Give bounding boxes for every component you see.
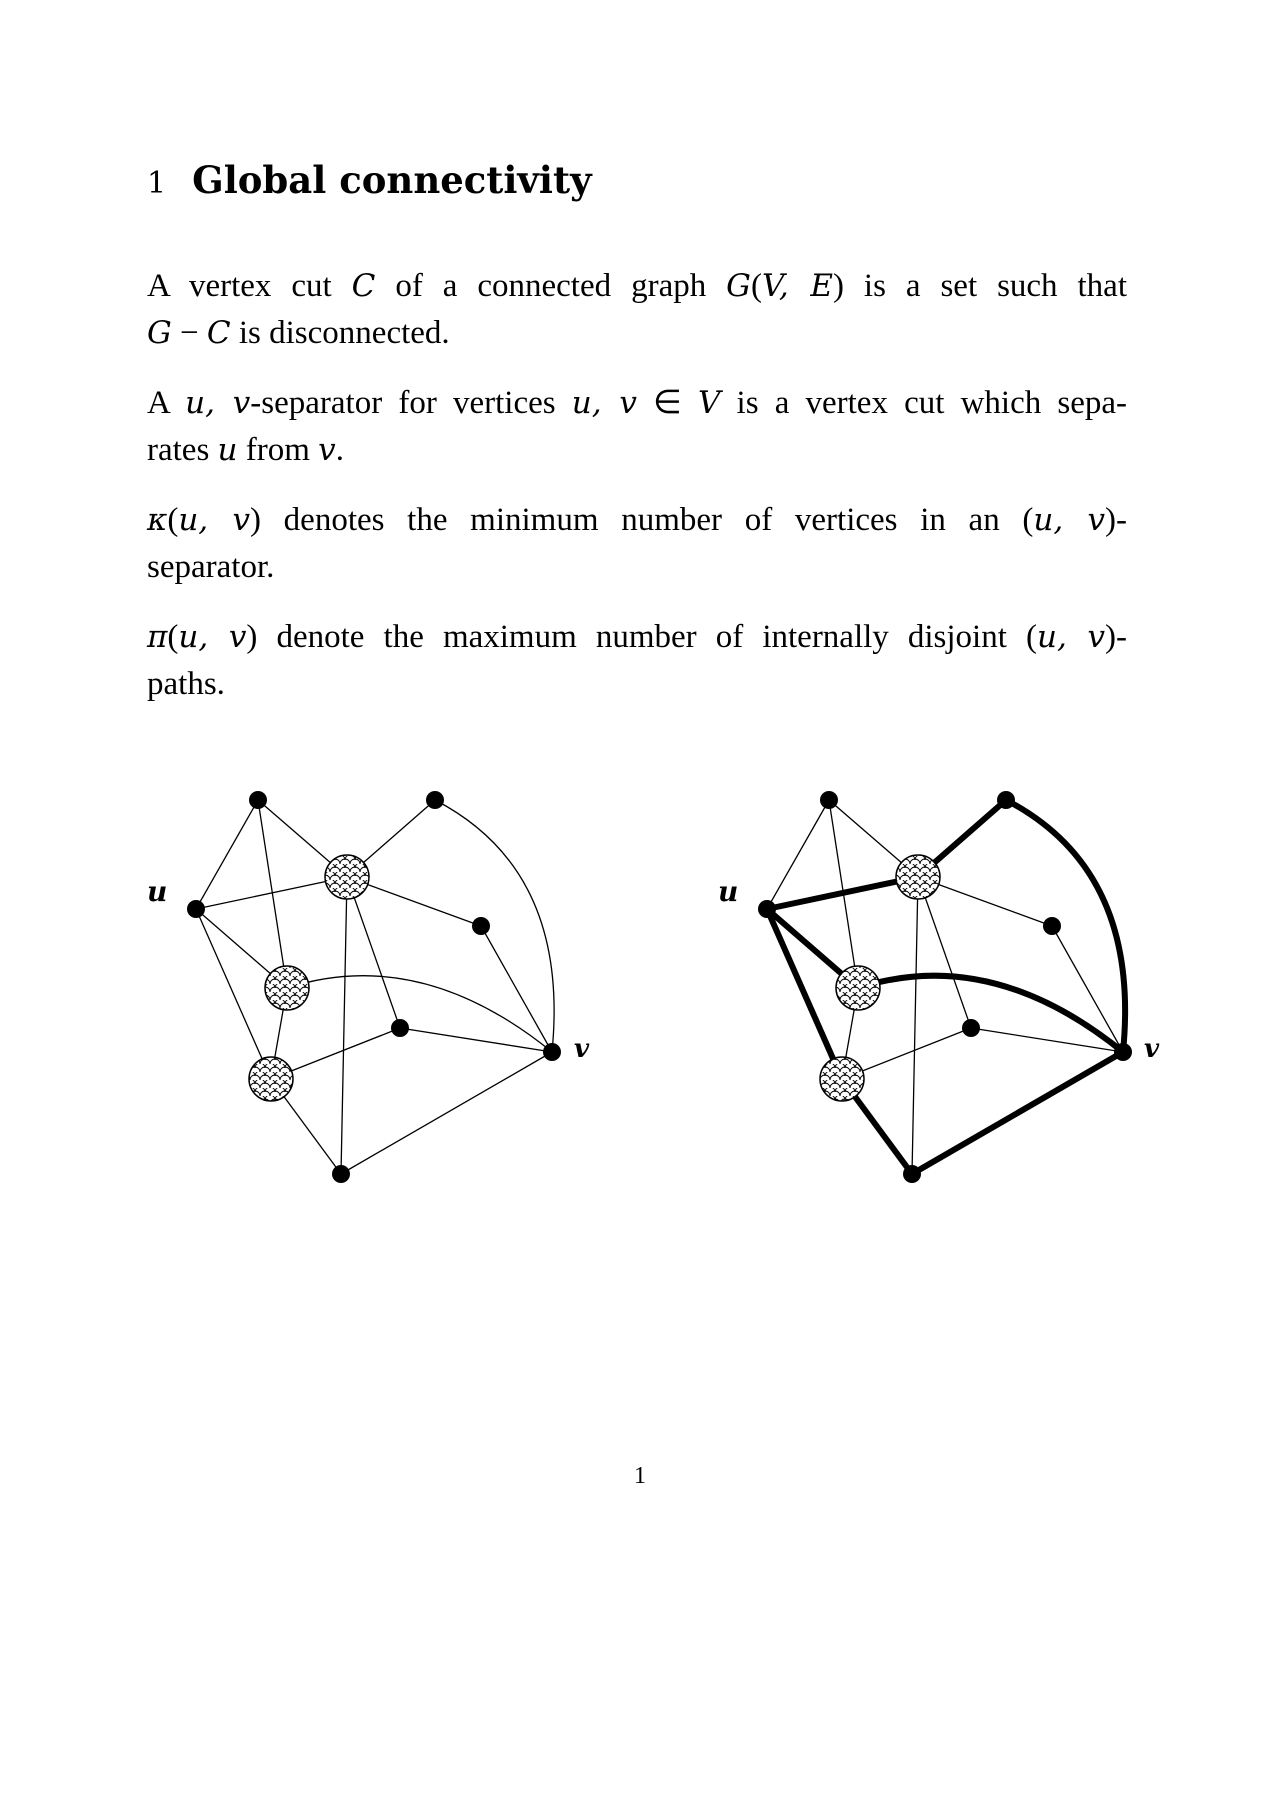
vertex-label-u: u: [147, 875, 168, 908]
paragraph-separator: [147, 380, 1127, 474]
page-number: 1: [634, 1463, 646, 1489]
math-symbol: V, E: [761, 268, 833, 304]
text-line: [147, 380, 1127, 427]
graph-edge: [481, 926, 552, 1052]
text-run: )-: [1105, 502, 1128, 538]
math-symbol: C: [206, 315, 231, 351]
graph-vertex: [1043, 917, 1061, 935]
section-title: Global connectivity: [192, 158, 592, 202]
graph-right: [758, 791, 1132, 1183]
graph-edge: [196, 800, 258, 909]
text-run: separator.: [147, 549, 275, 585]
text-run: of a connected graph: [375, 268, 727, 304]
math-symbol: v: [318, 432, 336, 468]
math-symbol: κ: [147, 502, 168, 538]
graph-vertex: [820, 791, 838, 809]
text-run: .: [335, 432, 344, 468]
graph-vertex: [758, 900, 776, 918]
vertex-label-v: v: [574, 1034, 590, 1064]
text-run: A vertex cut: [147, 268, 352, 304]
section-heading: [147, 158, 592, 202]
graph-vertex: [997, 791, 1015, 809]
separator-vertex: [896, 855, 940, 899]
connectivity-figure: [0, 760, 1280, 1220]
graph-vertex: [249, 791, 267, 809]
graph-vertex: [903, 1165, 921, 1183]
vertex-label-u: u: [718, 875, 739, 908]
math-symbol: V: [697, 385, 721, 421]
text-run: rates: [147, 432, 218, 468]
graph-edge: [341, 877, 347, 1174]
separator-vertex: [836, 966, 880, 1010]
paragraph-kappa: [147, 497, 1127, 591]
graph-edge: [767, 800, 829, 909]
graph-edge: [1052, 926, 1123, 1052]
graph-left: [187, 791, 561, 1183]
text-run: A: [147, 385, 186, 421]
graph-vertex: [472, 917, 490, 935]
separator-vertex: [265, 966, 309, 1010]
graph-edge-curved: [435, 800, 554, 1052]
math-symbol: u, v: [185, 385, 251, 421]
graph-edge: [912, 877, 918, 1174]
math-symbol: G: [147, 315, 172, 351]
text-line: [147, 310, 1127, 357]
paragraph-pi: [147, 614, 1127, 708]
graph-vertex: [426, 791, 444, 809]
math-symbol: u, v: [571, 385, 637, 421]
separator-vertex: [249, 1057, 293, 1101]
text-line: [147, 263, 1127, 310]
graph-vertex: [332, 1165, 350, 1183]
graph-edge: [918, 877, 971, 1028]
text-line: [147, 661, 1127, 708]
graph-vertex: [1114, 1043, 1132, 1061]
separator-vertex: [820, 1057, 864, 1101]
graph-edge: [196, 909, 271, 1079]
graph-edge-curved: [287, 976, 552, 1052]
graph-vertex: [543, 1043, 561, 1061]
text-run: from: [237, 432, 319, 468]
graph-edge-curved: [858, 976, 1123, 1052]
graph-edge: [767, 909, 842, 1079]
graph-vertex: [962, 1019, 980, 1037]
math-symbol: u, v: [178, 619, 247, 655]
text-run: is a vertex cut which sepa-: [720, 385, 1128, 421]
text-run: is disconnected.: [230, 315, 450, 351]
text-run: (: [750, 268, 762, 304]
math-symbol: C: [351, 268, 376, 304]
graph-edge: [341, 1052, 552, 1174]
separator-vertex: [325, 855, 369, 899]
graph-edge: [258, 800, 287, 988]
paragraph-vertex-cut: [147, 263, 1127, 357]
text-run: )-: [1105, 619, 1127, 655]
math-symbol: u: [217, 432, 238, 468]
text-line: [147, 427, 1127, 474]
text-run: ) denote the maximum number of internally disjoint (: [246, 619, 1037, 655]
text-run: ∈: [636, 385, 698, 421]
text-line: [147, 544, 1127, 591]
math-symbol: u, v: [1036, 619, 1106, 655]
math-symbol: G: [726, 268, 751, 304]
graph-edge: [196, 877, 347, 909]
graph-edge: [767, 877, 918, 909]
math-symbol: u, v: [1033, 502, 1106, 538]
text-run: (: [167, 502, 179, 538]
text-run: ) denotes the minimum number of vertices in an (: [249, 502, 1034, 538]
text-run: paths.: [147, 666, 225, 702]
text-run: -separator for vertices: [250, 385, 572, 421]
graph-vertex: [187, 900, 205, 918]
text-run: (: [167, 619, 179, 655]
graph-edge: [347, 877, 400, 1028]
graph-edge: [400, 1028, 552, 1052]
text-run: −: [171, 315, 207, 351]
text-line: [147, 497, 1127, 544]
math-symbol: π: [147, 619, 168, 655]
section-number: 1: [147, 166, 167, 201]
math-symbol: u, v: [178, 502, 250, 538]
vertex-label-v: v: [1144, 1034, 1160, 1064]
graph-edge: [912, 1052, 1123, 1174]
text-line: [147, 614, 1127, 661]
text-run: ) is a set such that: [832, 268, 1127, 304]
graph-vertex: [391, 1019, 409, 1037]
